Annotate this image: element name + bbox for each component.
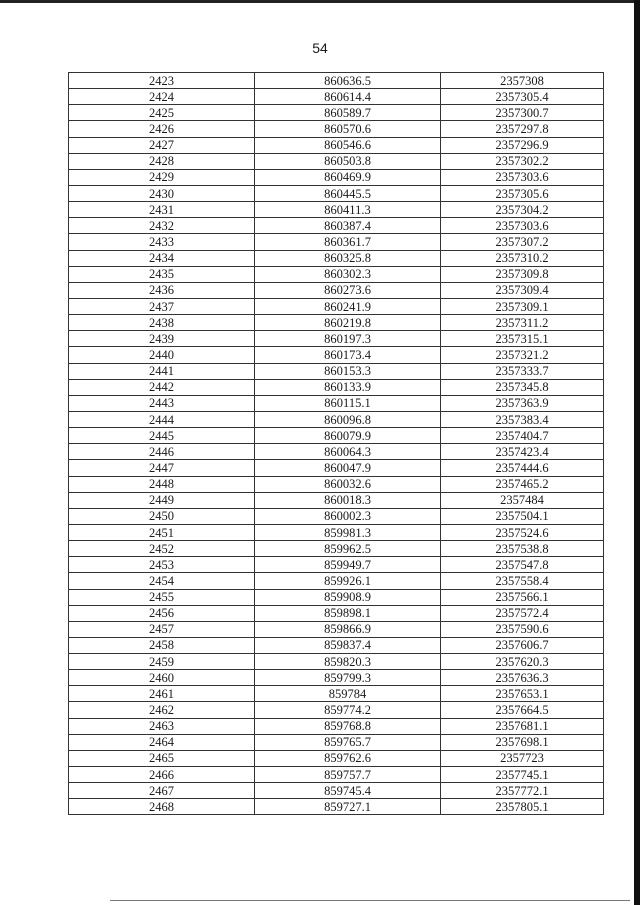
y-coordinate-cell: 2357538.8: [441, 541, 604, 557]
table-row: [69, 654, 604, 670]
table-row: [69, 411, 604, 427]
table-row: [69, 541, 604, 557]
point-number-cell: 2457: [69, 621, 255, 637]
x-coordinate-cell: 860503.8: [255, 153, 441, 169]
x-coordinate-cell: 859784: [255, 686, 441, 702]
y-coordinate-cell: 2357772.1: [441, 783, 604, 799]
point-number-cell: 2443: [69, 395, 255, 411]
table-row: [69, 524, 604, 540]
table-row: [69, 234, 604, 250]
page-number: 54: [312, 40, 328, 56]
y-coordinate-cell: 2357698.1: [441, 734, 604, 750]
x-coordinate-cell: 860002.3: [255, 508, 441, 524]
y-coordinate-cell: 2357305.6: [441, 185, 604, 201]
point-number-cell: 2454: [69, 573, 255, 589]
table-row: [69, 799, 604, 815]
x-coordinate-cell: 860469.9: [255, 169, 441, 185]
table-row: [69, 379, 604, 395]
point-number-cell: 2439: [69, 331, 255, 347]
y-coordinate-cell: 2357303.6: [441, 218, 604, 234]
table-row: [69, 250, 604, 266]
point-number-cell: 2456: [69, 605, 255, 621]
table-row: [69, 153, 604, 169]
x-coordinate-cell: 859837.4: [255, 637, 441, 653]
point-number-cell: 2451: [69, 524, 255, 540]
x-coordinate-cell: 860241.9: [255, 298, 441, 314]
point-number-cell: 2448: [69, 476, 255, 492]
point-number-cell: 2429: [69, 169, 255, 185]
y-coordinate-cell: 2357308: [441, 73, 604, 89]
table-row: [69, 686, 604, 702]
point-number-cell: 2423: [69, 73, 255, 89]
point-number-cell: 2424: [69, 89, 255, 105]
point-number-cell: 2452: [69, 541, 255, 557]
table-row: [69, 750, 604, 766]
point-number-cell: 2440: [69, 347, 255, 363]
y-coordinate-cell: 2357558.4: [441, 573, 604, 589]
x-coordinate-cell: 860219.8: [255, 315, 441, 331]
x-coordinate-cell: 859727.1: [255, 799, 441, 815]
table-row: [69, 718, 604, 734]
y-coordinate-cell: 2357311.2: [441, 315, 604, 331]
point-number-cell: 2447: [69, 460, 255, 476]
point-number-cell: 2461: [69, 686, 255, 702]
y-coordinate-cell: 2357745.1: [441, 767, 604, 783]
table-row: [69, 460, 604, 476]
point-number-cell: 2453: [69, 557, 255, 573]
x-coordinate-cell: 860411.3: [255, 202, 441, 218]
point-number-cell: 2449: [69, 492, 255, 508]
point-number-cell: 2460: [69, 670, 255, 686]
table-row: [69, 637, 604, 653]
y-coordinate-cell: 2357681.1: [441, 718, 604, 734]
point-number-cell: 2455: [69, 589, 255, 605]
table-row: [69, 492, 604, 508]
point-number-cell: 2430: [69, 185, 255, 201]
coordinates-table: [68, 72, 604, 815]
x-coordinate-cell: 859745.4: [255, 783, 441, 799]
y-coordinate-cell: 2357636.3: [441, 670, 604, 686]
table-row: [69, 218, 604, 234]
point-number-cell: 2433: [69, 234, 255, 250]
y-coordinate-cell: 2357307.2: [441, 234, 604, 250]
table-row: [69, 105, 604, 121]
x-coordinate-cell: 860133.9: [255, 379, 441, 395]
point-number-cell: 2464: [69, 734, 255, 750]
x-coordinate-cell: 860546.6: [255, 137, 441, 153]
x-coordinate-cell: 860570.6: [255, 121, 441, 137]
table-row: [69, 783, 604, 799]
y-coordinate-cell: 2357321.2: [441, 347, 604, 363]
y-coordinate-cell: 2357303.6: [441, 169, 604, 185]
table-row: [69, 508, 604, 524]
point-number-cell: 2463: [69, 718, 255, 734]
table-row: [69, 347, 604, 363]
y-coordinate-cell: 2357805.1: [441, 799, 604, 815]
table-row: [69, 298, 604, 314]
point-number-cell: 2434: [69, 250, 255, 266]
y-coordinate-cell: 2357297.8: [441, 121, 604, 137]
point-number-cell: 2458: [69, 637, 255, 653]
y-coordinate-cell: 2357723: [441, 750, 604, 766]
y-coordinate-cell: 2357653.1: [441, 686, 604, 702]
y-coordinate-cell: 2357309.4: [441, 282, 604, 298]
table-row: [69, 670, 604, 686]
y-coordinate-cell: 2357383.4: [441, 411, 604, 427]
coordinates-table-body: [69, 73, 604, 815]
x-coordinate-cell: 860273.6: [255, 282, 441, 298]
page-top-edge: [0, 0, 640, 3]
table-row: [69, 315, 604, 331]
y-coordinate-cell: 2357484: [441, 492, 604, 508]
table-row: [69, 282, 604, 298]
point-number-cell: 2426: [69, 121, 255, 137]
point-number-cell: 2467: [69, 783, 255, 799]
point-number-cell: 2445: [69, 428, 255, 444]
x-coordinate-cell: 860614.4: [255, 89, 441, 105]
x-coordinate-cell: 860197.3: [255, 331, 441, 347]
y-coordinate-cell: 2357566.1: [441, 589, 604, 605]
y-coordinate-cell: 2357590.6: [441, 621, 604, 637]
x-coordinate-cell: 860079.9: [255, 428, 441, 444]
x-coordinate-cell: 859820.3: [255, 654, 441, 670]
y-coordinate-cell: 2357524.6: [441, 524, 604, 540]
x-coordinate-cell: 859774.2: [255, 702, 441, 718]
x-coordinate-cell: 859981.3: [255, 524, 441, 540]
y-coordinate-cell: 2357304.2: [441, 202, 604, 218]
table-row: [69, 73, 604, 89]
x-coordinate-cell: 859768.8: [255, 718, 441, 734]
table-row: [69, 573, 604, 589]
x-coordinate-cell: 860589.7: [255, 105, 441, 121]
y-coordinate-cell: 2357423.4: [441, 444, 604, 460]
table-row: [69, 266, 604, 282]
page-bottom-line: [110, 900, 630, 901]
y-coordinate-cell: 2357309.8: [441, 266, 604, 282]
point-number-cell: 2442: [69, 379, 255, 395]
x-coordinate-cell: 860445.5: [255, 185, 441, 201]
y-coordinate-cell: 2357620.3: [441, 654, 604, 670]
point-number-cell: 2427: [69, 137, 255, 153]
y-coordinate-cell: 2357504.1: [441, 508, 604, 524]
x-coordinate-cell: 860325.8: [255, 250, 441, 266]
x-coordinate-cell: 860153.3: [255, 363, 441, 379]
table-row: [69, 202, 604, 218]
table-row: [69, 767, 604, 783]
table-row: [69, 702, 604, 718]
x-coordinate-cell: 859926.1: [255, 573, 441, 589]
point-number-cell: 2466: [69, 767, 255, 783]
x-coordinate-cell: 859765.7: [255, 734, 441, 750]
table-row: [69, 169, 604, 185]
x-coordinate-cell: 860302.3: [255, 266, 441, 282]
table-row: [69, 185, 604, 201]
point-number-cell: 2436: [69, 282, 255, 298]
x-coordinate-cell: 860173.4: [255, 347, 441, 363]
table-row: [69, 395, 604, 411]
table-row: [69, 605, 604, 621]
table-row: [69, 121, 604, 137]
y-coordinate-cell: 2357296.9: [441, 137, 604, 153]
x-coordinate-cell: 860361.7: [255, 234, 441, 250]
table-row: [69, 137, 604, 153]
y-coordinate-cell: 2357345.8: [441, 379, 604, 395]
y-coordinate-cell: 2357305.4: [441, 89, 604, 105]
point-number-cell: 2435: [69, 266, 255, 282]
point-number-cell: 2438: [69, 315, 255, 331]
x-coordinate-cell: 859949.7: [255, 557, 441, 573]
y-coordinate-cell: 2357465.2: [441, 476, 604, 492]
x-coordinate-cell: 860047.9: [255, 460, 441, 476]
y-coordinate-cell: 2357333.7: [441, 363, 604, 379]
x-coordinate-cell: 860115.1: [255, 395, 441, 411]
table-row: [69, 734, 604, 750]
y-coordinate-cell: 2357309.1: [441, 298, 604, 314]
table-row: [69, 476, 604, 492]
x-coordinate-cell: 860064.3: [255, 444, 441, 460]
point-number-cell: 2441: [69, 363, 255, 379]
y-coordinate-cell: 2357315.1: [441, 331, 604, 347]
table-row: [69, 331, 604, 347]
table-row: [69, 621, 604, 637]
point-number-cell: 2450: [69, 508, 255, 524]
y-coordinate-cell: 2357606.7: [441, 637, 604, 653]
table-row: [69, 89, 604, 105]
point-number-cell: 2428: [69, 153, 255, 169]
point-number-cell: 2437: [69, 298, 255, 314]
point-number-cell: 2444: [69, 411, 255, 427]
x-coordinate-cell: 860387.4: [255, 218, 441, 234]
y-coordinate-cell: 2357547.8: [441, 557, 604, 573]
y-coordinate-cell: 2357444.6: [441, 460, 604, 476]
table-row: [69, 363, 604, 379]
y-coordinate-cell: 2357300.7: [441, 105, 604, 121]
point-number-cell: 2468: [69, 799, 255, 815]
page-right-edge: [634, 0, 640, 905]
table-row: [69, 557, 604, 573]
y-coordinate-cell: 2357404.7: [441, 428, 604, 444]
x-coordinate-cell: 859962.5: [255, 541, 441, 557]
x-coordinate-cell: 859908.9: [255, 589, 441, 605]
point-number-cell: 2425: [69, 105, 255, 121]
y-coordinate-cell: 2357310.2: [441, 250, 604, 266]
y-coordinate-cell: 2357302.2: [441, 153, 604, 169]
x-coordinate-cell: 859757.7: [255, 767, 441, 783]
table-row: [69, 428, 604, 444]
y-coordinate-cell: 2357363.9: [441, 395, 604, 411]
y-coordinate-cell: 2357572.4: [441, 605, 604, 621]
x-coordinate-cell: 859762.6: [255, 750, 441, 766]
x-coordinate-cell: 859799.3: [255, 670, 441, 686]
table-row: [69, 589, 604, 605]
x-coordinate-cell: 860018.3: [255, 492, 441, 508]
point-number-cell: 2432: [69, 218, 255, 234]
point-number-cell: 2462: [69, 702, 255, 718]
point-number-cell: 2431: [69, 202, 255, 218]
table-row: [69, 444, 604, 460]
point-number-cell: 2459: [69, 654, 255, 670]
point-number-cell: 2465: [69, 750, 255, 766]
x-coordinate-cell: 859866.9: [255, 621, 441, 637]
y-coordinate-cell: 2357664.5: [441, 702, 604, 718]
x-coordinate-cell: 860096.8: [255, 411, 441, 427]
x-coordinate-cell: 860636.5: [255, 73, 441, 89]
x-coordinate-cell: 860032.6: [255, 476, 441, 492]
x-coordinate-cell: 859898.1: [255, 605, 441, 621]
point-number-cell: 2446: [69, 444, 255, 460]
